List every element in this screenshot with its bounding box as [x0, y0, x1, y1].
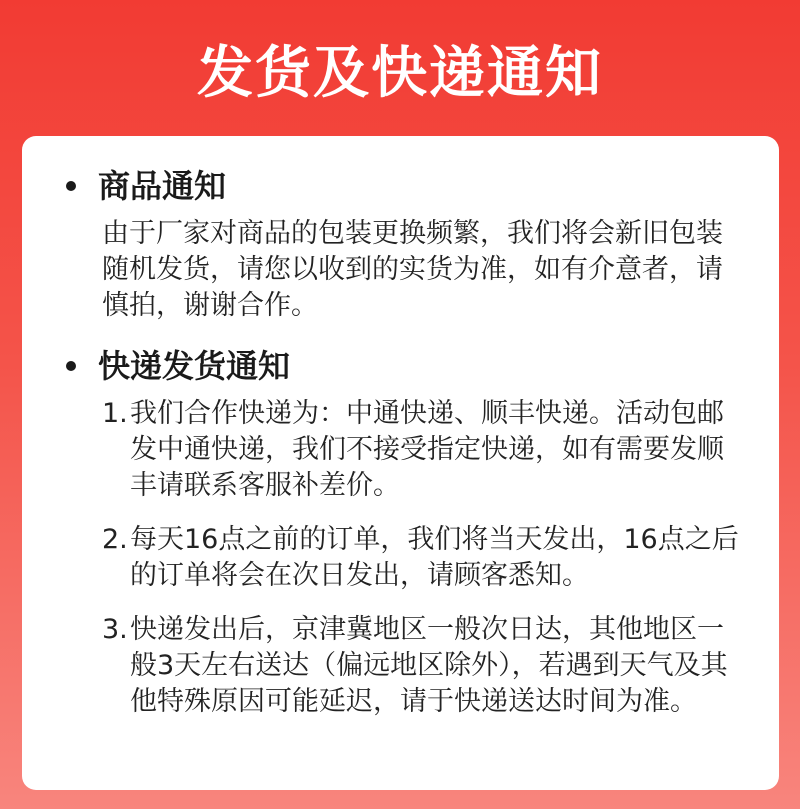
list-item-text: 快递发出后，京津冀地区一般次日达，其他地区一般3天左右送达（偏远地区除外），若遇到天气及其他特殊原因可能延迟，请于快递送达时间为准。	[130, 614, 728, 717]
bullet-dot-icon	[66, 361, 76, 371]
shipping-notice-list	[102, 396, 749, 720]
bullet-dot-icon	[66, 181, 76, 191]
list-item-text: 我们合作快递为：中通快递、顺丰快递。活动包邮发中通快递，我们不接受指定快递，如有需要发顺丰请联系客服补差价。	[130, 398, 724, 501]
section-heading-shipping	[66, 344, 749, 388]
page-title: 发货及快递通知	[197, 41, 603, 106]
list-item	[102, 612, 749, 720]
list-item-number: 1.	[102, 398, 128, 429]
section-heading-label: 快递发货通知	[98, 347, 291, 385]
product-notice-text: 由于厂家对商品的包装更换频繁，我们将会新旧包装随机发货，请您以收到的实货为准，如有介意者，请慎拍，谢谢合作。	[102, 218, 723, 321]
section-heading-label: 商品通知	[98, 167, 227, 205]
list-item	[102, 522, 749, 594]
list-item-number: 2.	[102, 524, 128, 555]
list-item-text: 每天16点之前的订单，我们将当天发出，16点之后的订单将会在次日发出，请顾客悉知。	[130, 524, 739, 591]
notice-card	[22, 136, 779, 790]
list-item	[102, 396, 749, 504]
list-item-number: 3.	[102, 614, 128, 645]
section-heading-product	[66, 164, 749, 208]
